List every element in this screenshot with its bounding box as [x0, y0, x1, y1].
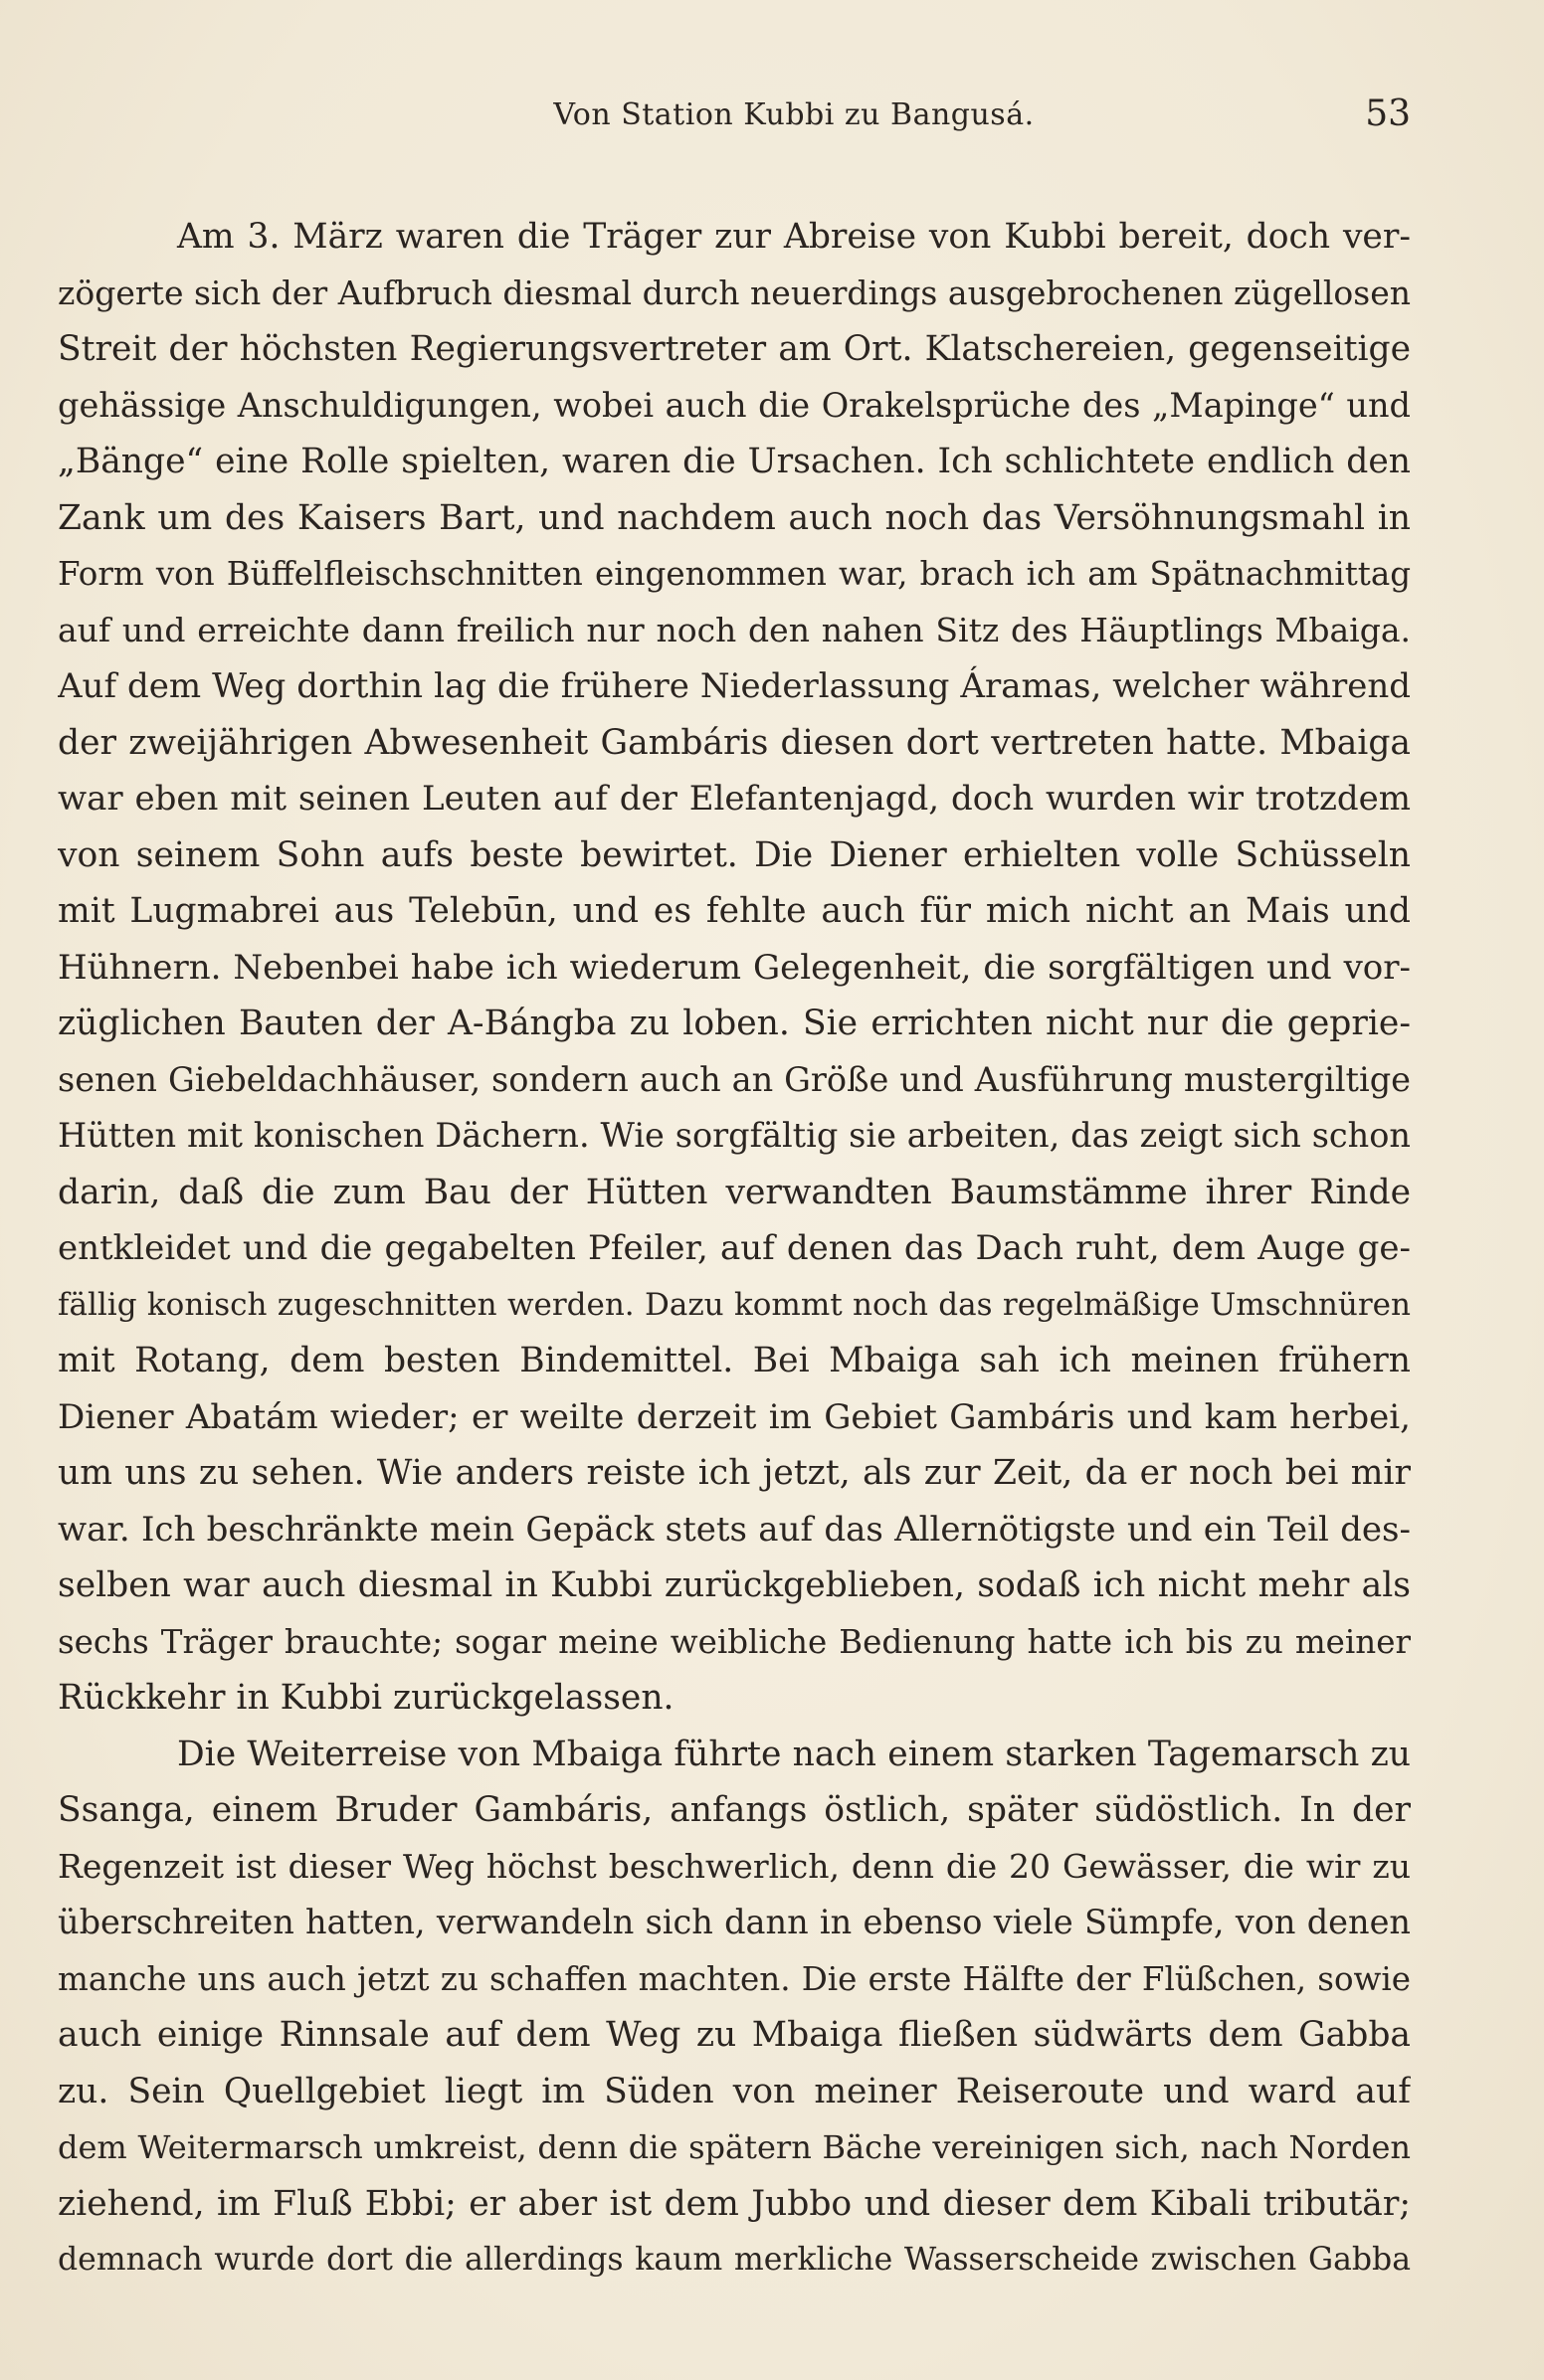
text-line: Form von Büffelfleischschnitten eingenommen war, brach ich am Spätnachmittag — [58, 555, 1411, 593]
text-line: senen Giebeldachhäuser, sondern auch an Größe und Ausführung mustergiltige — [58, 1059, 1411, 1099]
text-line: dem Weitermarsch umkreist, denn die spätern Bäche vereinigen sich, nach Norden — [58, 2128, 1411, 2166]
running-title: Von Station Kubbi zu Bangusá. — [553, 97, 1035, 132]
body-text — [58, 209, 1411, 2288]
text-line: überschreiten hatten, verwandeln sich dann in ebenso viele Sümpfe, von denen — [58, 1903, 1411, 1941]
text-line: „Bänge“ eine Rolle spielten, waren die Ursachen. Ich schlichtete endlich den — [58, 442, 1411, 481]
text-line: Hütten mit konischen Dächern. Wie sorgfältig sie arbeiten, das zeigt sich schon — [58, 1116, 1411, 1155]
text-line: Diener Abatám wieder; er weilte derzeit im Gebiet Gambáris und kam herbei, — [58, 1396, 1411, 1437]
text-line: von seinem Sohn aufs beste bewirtet. Die Diener erhielten volle Schüsseln — [58, 834, 1411, 875]
text-line: manche uns auch jetzt zu schaffen machten. Die erste Hälfte der Flüßchen, sowie — [58, 1959, 1411, 1998]
text-line: züglichen Bauten der A-Bángba zu loben. Sie errichten nicht nur die geprie- — [58, 1004, 1411, 1043]
text-line: darin, daß die zum Bau der Hütten verwandten Baumstämme ihrer Rinde — [58, 1172, 1411, 1212]
text-line: Hühnern. Nebenbei habe ich wiederum Gelegenheit, die sorgfältigen und vor- — [58, 947, 1411, 988]
text-line: Ssanga, einem Bruder Gambáris, anfangs östlich, später südöstlich. In der — [58, 1790, 1411, 1830]
page-header — [177, 88, 1411, 147]
text-line: der zweijährigen Abwesenheit Gambáris diesen dort vertreten hatte. Mbaiga — [58, 722, 1411, 763]
text-line: mit Lugmabrei aus Telebūn, und es fehlte auch für mich nicht an Mais und — [58, 891, 1411, 931]
text-line: Zank um des Kaisers Bart, und nachdem auch noch das Versöhnungsmahl in — [58, 497, 1411, 538]
text-line: sechs Träger brauchte; sogar meine weibliche Bedienung hatte ich bis zu meiner — [58, 1622, 1411, 1661]
text-line: entkleidet und die gegabelten Pfeiler, auf denen das Dach ruht, dem Auge ge- — [58, 1228, 1411, 1268]
page-number: 53 — [1365, 93, 1411, 134]
text-line: gehässige Anschuldigungen, wobei auch die Orakelsprüche des „Mapinge“ und — [58, 385, 1411, 425]
text-line: fällig konisch zugeschnitten werden. Dazu kommt noch das regelmäßige Umschnüren — [58, 1286, 1411, 1323]
text-line: Die Weiterreise von Mbaiga führte nach einem starken Tagemarsch zu — [177, 1734, 1411, 1774]
text-line: zögerte sich der Aufbruch diesmal durch neuerdings ausgebrochenen zügellosen — [58, 273, 1411, 312]
text-line: Regenzeit ist dieser Weg höchst beschwerlich, denn die 20 Gewässer, die wir zu — [58, 1846, 1411, 1886]
text-line: auf und erreichte dann freilich nur noch den nahen Sitz des Häuptlings Mbaiga. — [58, 610, 1411, 649]
text-line: Streit der höchsten Regierungsvertreter am Ort. Klatschereien, gegenseitige — [58, 329, 1411, 369]
text-line: zu. Sein Quellgebiet liegt im Süden von meiner Reiseroute und ward auf — [58, 2071, 1411, 2111]
text-line: Am 3. März waren die Träger zur Abreise von Kubbi bereit, doch ver- — [177, 217, 1411, 257]
text-line: um uns zu sehen. Wie anders reiste ich jetzt, als zur Zeit, da er noch bei mir — [58, 1453, 1411, 1493]
paragraph-last-line: Rückkehr in Kubbi zurückgelassen. — [58, 1678, 675, 1718]
text-line: war. Ich beschränkte mein Gepäck stets auf das Allernötigste und ein Teil des- — [58, 1509, 1411, 1550]
text-line: mit Rotang, dem besten Bindemittel. Bei Mbaiga sah ich meinen frühern — [58, 1341, 1411, 1380]
text-line: auch einige Rinnsale auf dem Weg zu Mbaiga fließen südwärts dem Gabba — [58, 2015, 1411, 2055]
text-line: war eben mit seinen Leuten auf der Elefantenjagd, doch wurden wir trotzdem — [58, 779, 1411, 819]
text-line: selben war auch diesmal in Kubbi zurückgeblieben, sodaß ich nicht mehr als — [58, 1565, 1411, 1605]
text-line: Auf dem Weg dorthin lag die frühere Niederlassung Áramas, welcher während — [58, 666, 1411, 706]
text-line: ziehend, im Fluß Ebbi; er aber ist dem Jubbo und dieser dem Kibali tributär; — [58, 2183, 1411, 2224]
text-line: demnach wurde dort die allerdings kaum merkliche Wasserscheide zwischen Gabba — [58, 2242, 1411, 2278]
